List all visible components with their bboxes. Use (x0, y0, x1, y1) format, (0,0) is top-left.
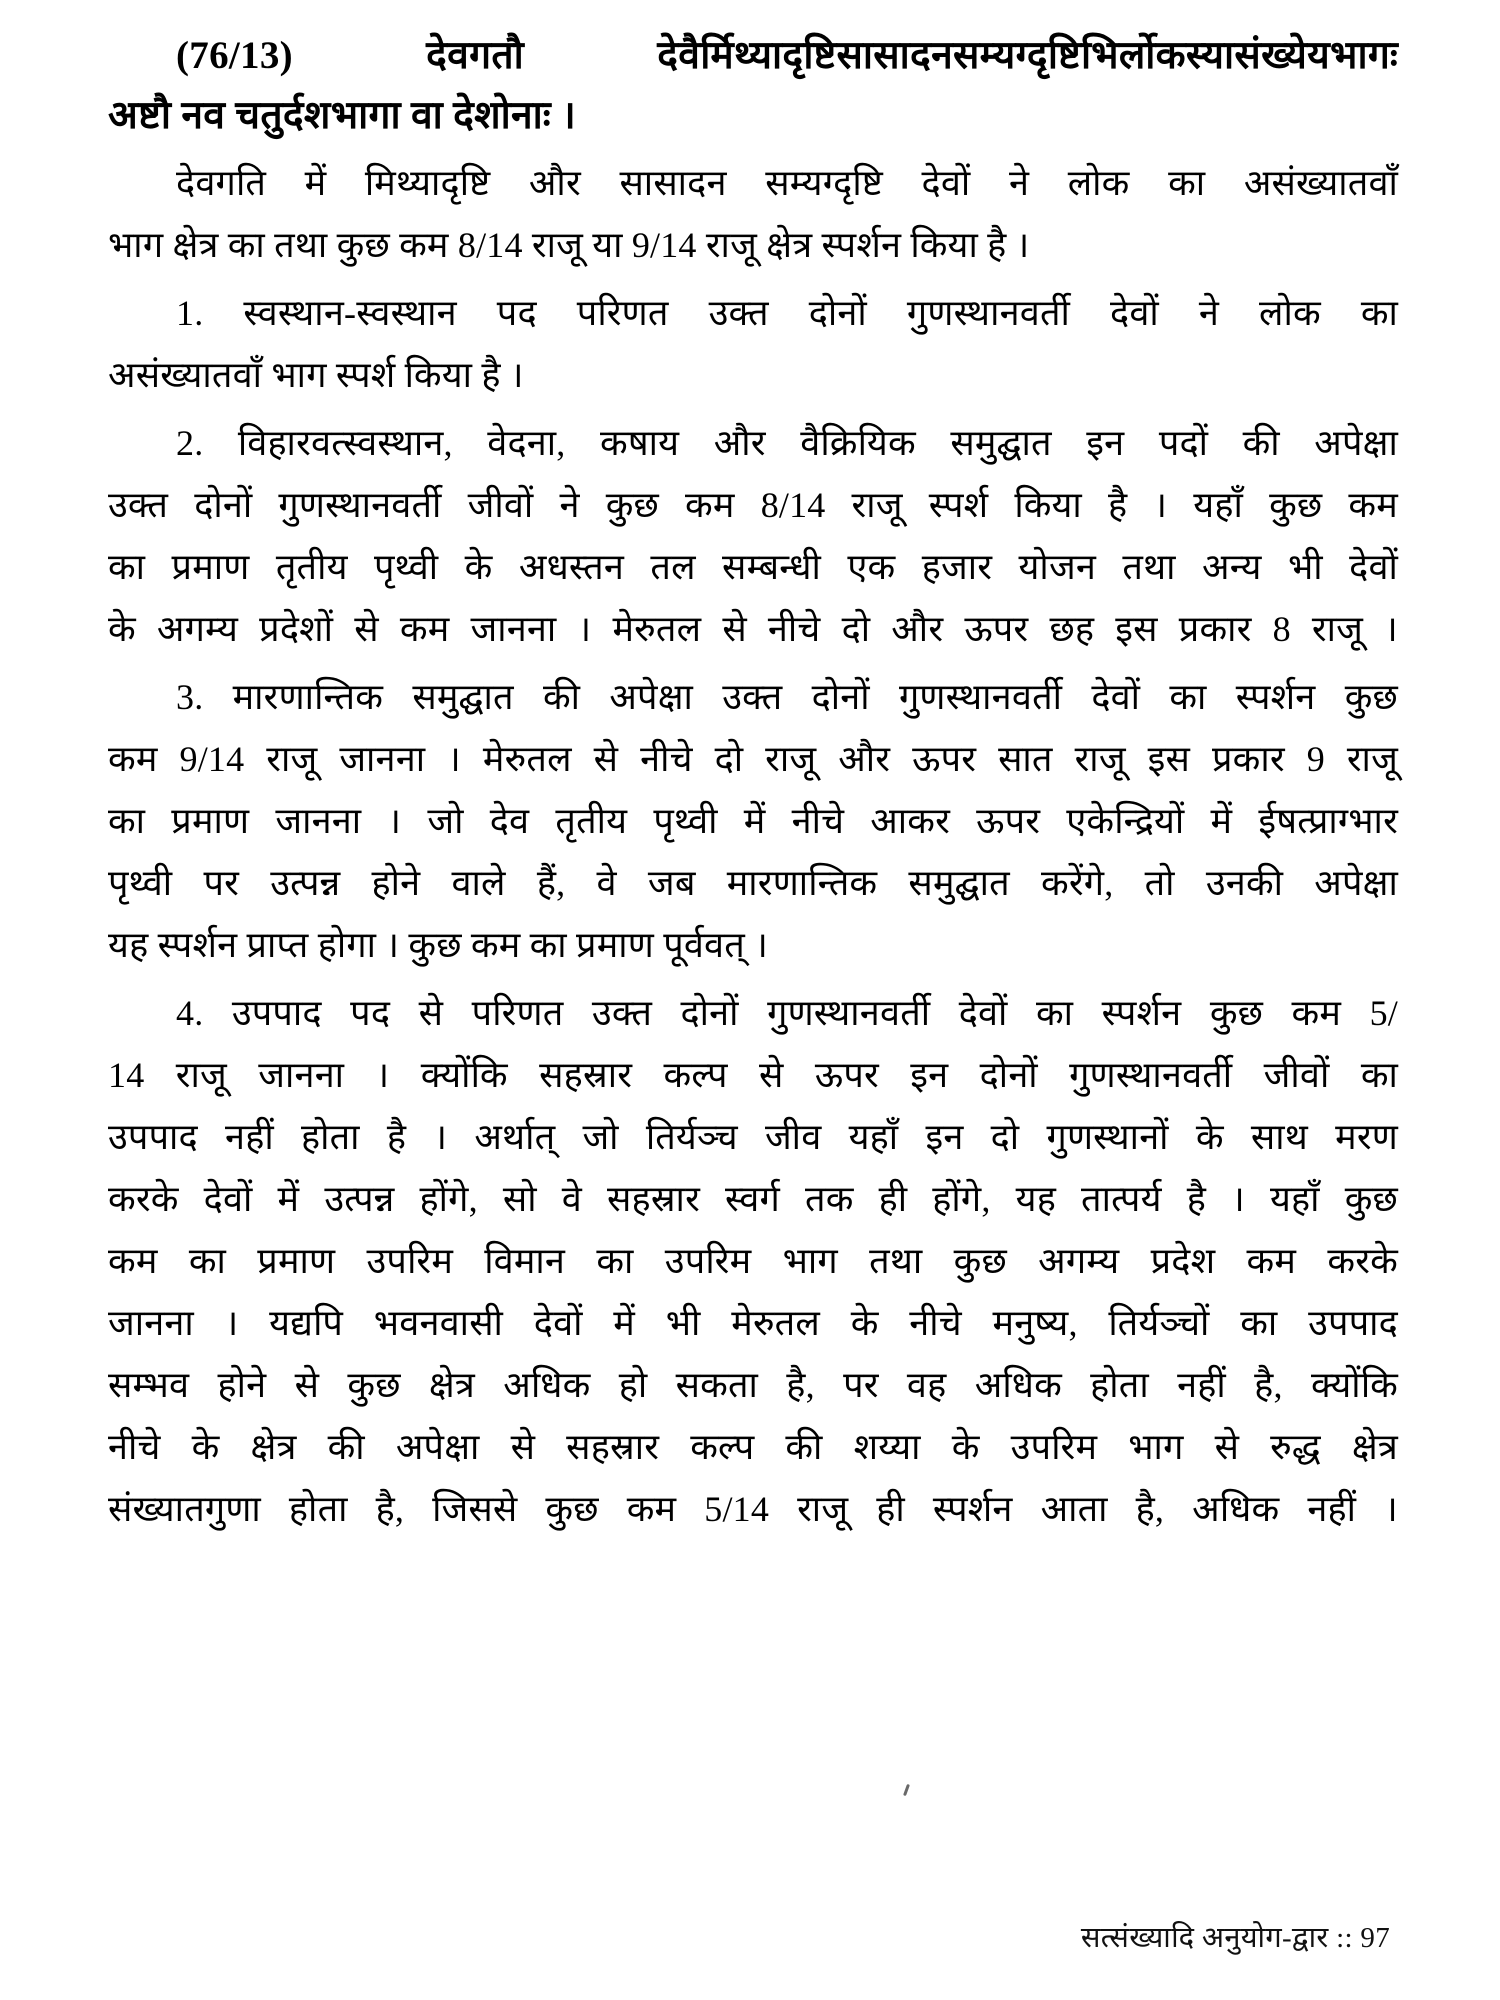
body (108, 152, 1398, 1540)
text-line: देवगति में मिथ्यादृष्टि और सासादन सम्यग्दृष्टि देवों ने लोक का असंख्यातवाँ (176, 163, 1398, 203)
scan-speck (903, 1784, 910, 1796)
paragraph (108, 282, 1398, 406)
text-line: 3. मारणान्तिक समुद्घात की अपेक्षा उक्त दोनों गुणस्थानवर्ती देवों का स्पर्शन कुछ (176, 677, 1398, 717)
text-line: करके देवों में उत्पन्न होंगे, सो वे सहस्रार स्वर्ग तक ही होंगे, यह तात्पर्य है । यहाँ कुछ (108, 1179, 1398, 1219)
paragraph (108, 412, 1398, 660)
text-line: सम्भव होने से कुछ क्षेत्र अधिक हो सकता है, पर वह अधिक होता नहीं है, क्योंकि (108, 1365, 1398, 1405)
text-line: नीचे के क्षेत्र की अपेक्षा से सहस्रार कल्प की शय्या के उपरिम भाग से रुद्ध क्षेत्र (108, 1427, 1398, 1467)
text-line: के अगम्य प्रदेशों से कम जानना । मेरुतल से नीचे दो और ऊपर छह इस प्रकार 8 राजू । (108, 609, 1398, 649)
text-line: 4. उपपाद पद से परिणत उक्त दोनों गुणस्थानवर्ती देवों का स्पर्शन कुछ कम 5/ (176, 993, 1398, 1033)
heading-line: अष्टौ नव चतुर्दशभागा वा देशोनाः । (108, 94, 577, 137)
text-line: का प्रमाण जानना । जो देव तृतीय पृथ्वी में नीचे आकर ऊपर एकेन्द्रियों में ईषत्प्राग्भार (108, 801, 1398, 841)
text-line: यह स्पर्शन प्राप्त होगा । कुछ कम का प्रमाण पूर्ववत् । (108, 925, 769, 965)
page-footer: सत्संख्यादि अनुयोग-द्वार :: 97 (1080, 1922, 1390, 1954)
text-line: असंख्यातवाँ भाग स्पर्श किया है । (108, 355, 524, 395)
heading (108, 26, 1398, 146)
paragraph (108, 152, 1398, 276)
text-block (108, 26, 1398, 1540)
text-line: पृथ्वी पर उत्पन्न होने वाले हैं, वे जब मारणान्तिक समुद्घात करेंगे, तो उनकी अपेक्षा (108, 863, 1398, 903)
text-line: कम का प्रमाण उपरिम विमान का उपरिम भाग तथा कुछ अगम्य प्रदेश कम करके (108, 1241, 1398, 1281)
heading-line: (76/13) देवगतौ देवैर्मिथ्यादृष्टिसासादनसम्यग्दृष्टिभिर्लोकस्यासंख्येयभागः (176, 34, 1398, 77)
text-line: 2. विहारवत्स्वस्थान, वेदना, कषाय और वैक्रियिक समुद्घात इन पदों की अपेक्षा (176, 423, 1398, 463)
text-line: उक्त दोनों गुणस्थानवर्ती जीवों ने कुछ कम 8/14 राजू स्पर्श किया है । यहाँ कुछ कम (108, 485, 1398, 525)
text-line: जानना । यद्यपि भवनवासी देवों में भी मेरुतल के नीचे मनुष्य, तिर्यञ्चों का उपपाद (108, 1303, 1398, 1343)
text-line: का प्रमाण तृतीय पृथ्वी के अधस्तन तल सम्बन्धी एक हजार योजन तथा अन्य भी देवों (108, 547, 1398, 587)
text-line: 1. स्वस्थान-स्वस्थान पद परिणत उक्त दोनों गुणस्थानवर्ती देवों ने लोक का (176, 293, 1398, 333)
paragraph (108, 666, 1398, 976)
text-line: 14 राजू जानना । क्योंकि सहस्रार कल्प से ऊपर इन दोनों गुणस्थानवर्ती जीवों का (108, 1055, 1398, 1095)
text-line: संख्यातगुणा होता है, जिससे कुछ कम 5/14 राजू ही स्पर्शन आता है, अधिक नहीं । (108, 1489, 1398, 1529)
text-line: उपपाद नहीं होता है । अर्थात् जो तिर्यञ्च जीव यहाँ इन दो गुणस्थानों के साथ मरण (108, 1117, 1398, 1157)
text-line: भाग क्षेत्र का तथा कुछ कम 8/14 राजू या 9/14 राजू क्षेत्र स्पर्शन किया है । (108, 225, 1030, 265)
paragraph (108, 982, 1398, 1540)
text-line: कम 9/14 राजू जानना । मेरुतल से नीचे दो राजू और ऊपर सात राजू इस प्रकार 9 राजू (108, 739, 1398, 779)
